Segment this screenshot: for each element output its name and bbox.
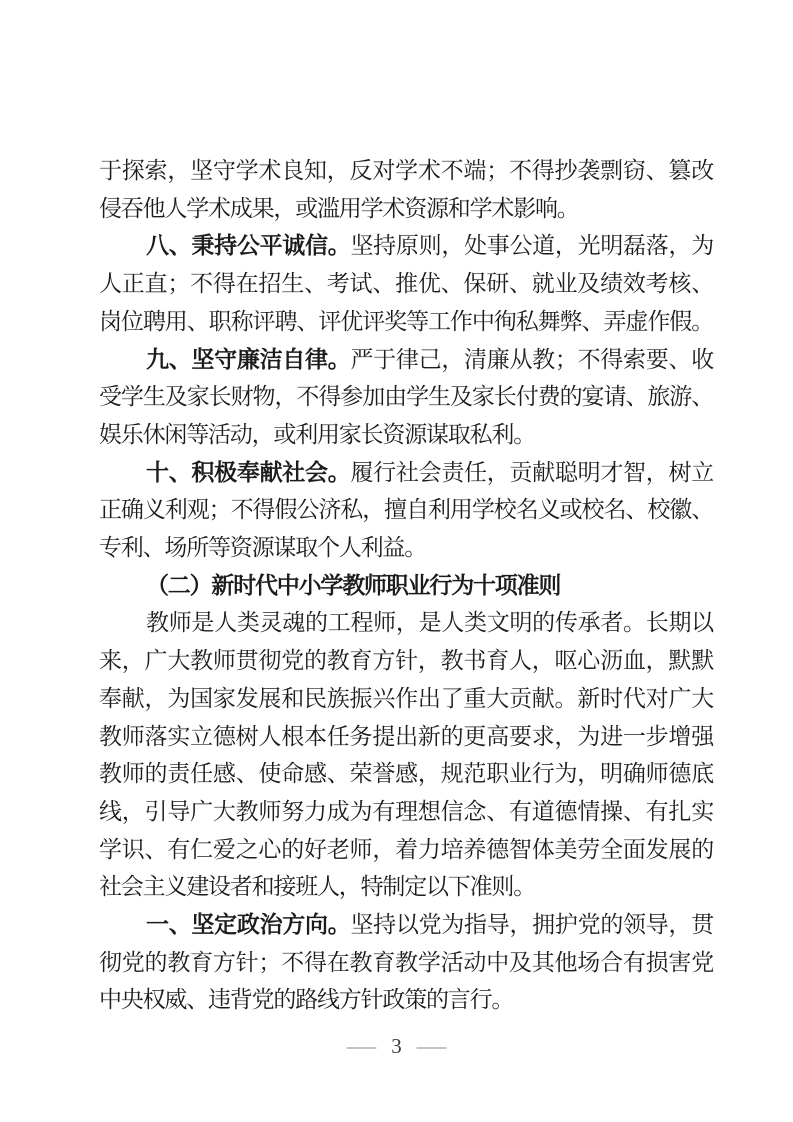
body-run: 奉献，为国家发展和民族振兴作出了重大贡献。新时代对广大 <box>99 685 713 711</box>
heading-run: 九、坚守廉洁自律。 <box>146 346 351 372</box>
text-line <box>99 944 713 982</box>
page-number: 3 <box>391 1034 402 1058</box>
text-line <box>99 755 713 793</box>
footer-dash-right: — <box>416 1034 447 1058</box>
body-run: 坚持原则，处事公道，光明磊落，为 <box>350 233 713 259</box>
text-line <box>99 341 713 379</box>
heading-run: 八、秉持公平诚信。 <box>146 233 351 259</box>
body-run: 教师是人类灵魂的工程师，是人类文明的传承者。长期以 <box>146 610 713 636</box>
body-run: 专利、场所等资源谋取个人利益。 <box>99 535 427 561</box>
body-run: 教师的责任感、使命感、荣誉感，规范职业行为，明确师德底 <box>99 761 713 787</box>
page-footer <box>0 1032 793 1060</box>
text-line <box>99 868 713 906</box>
text-line <box>99 981 713 1019</box>
text-line <box>99 906 713 944</box>
text-line <box>99 152 713 190</box>
text-line <box>99 718 713 756</box>
text-line <box>99 265 713 303</box>
text-line <box>99 680 713 718</box>
text-line <box>99 793 713 831</box>
footer-dash-left: — <box>346 1034 377 1058</box>
body-run: 教师落实立德树人根本任务提出新的更高要求，为进一步增强 <box>99 723 713 749</box>
body-run: 学识、有仁爱之心的好老师，着力培养德智体美劳全面发展的 <box>99 836 713 862</box>
body-run: 坚持以党为指导，拥护党的领导，贯 <box>350 912 713 938</box>
text-line <box>99 416 713 454</box>
text-line <box>99 604 713 642</box>
text-line <box>99 454 713 492</box>
body-run: 来，广大教师贯彻党的教育方针，教书育人，呕心沥血，默默 <box>99 648 713 674</box>
body-run: 彻党的教育方针；不得在教育教学活动中及其他场合有损害党 <box>99 949 713 975</box>
body-run: 娱乐休闲等活动，或利用家长资源谋取私利。 <box>99 421 536 447</box>
heading-run: 一、坚定政治方向。 <box>146 912 351 938</box>
body-run: 正确义利观；不得假公济私，擅自利用学校名义或校名、校徽、 <box>99 497 713 523</box>
body-run: 人正直；不得在招生、考试、推优、保研、就业及绩效考核、 <box>99 271 713 297</box>
body-run: 中央权威、违背党的路线方针政策的言行。 <box>99 987 514 1013</box>
text-line <box>99 303 713 341</box>
body-run: 侵吞他人学术成果，或滥用学术资源和学术影响。 <box>99 195 579 221</box>
body-run: 社会主义建设者和接班人，特制定以下准则。 <box>99 874 536 900</box>
text-line <box>99 831 713 869</box>
body-run: 严于律己，清廉从教；不得索要、收 <box>350 346 713 372</box>
body-run: 受学生及家长财物，不得参加由学生及家长付费的宴请、旅游、 <box>99 384 713 410</box>
text-line <box>99 190 713 228</box>
text-line <box>99 378 713 416</box>
body-run: 岗位聘用、职称评聘、评优评奖等工作中徇私舞弊、弄虚作假。 <box>99 308 713 334</box>
heading-run: 十、积极奉献社会。 <box>146 459 351 485</box>
document-text <box>99 152 713 1019</box>
text-line <box>99 529 713 567</box>
heading-run: （二）新时代中小学教师职业行为十项准则 <box>146 572 561 598</box>
text-line <box>99 642 713 680</box>
text-line <box>99 567 713 605</box>
text-line <box>99 491 713 529</box>
body-run: 于探索，坚守学术良知，反对学术不端；不得抄袭剽窃、篡改 <box>99 158 713 183</box>
text-line <box>99 227 713 265</box>
body-run: 线，引导广大教师努力成为有理想信念、有道德情操、有扎实 <box>99 798 713 824</box>
body-run: 履行社会责任，贡献聪明才智，树立 <box>350 459 713 485</box>
